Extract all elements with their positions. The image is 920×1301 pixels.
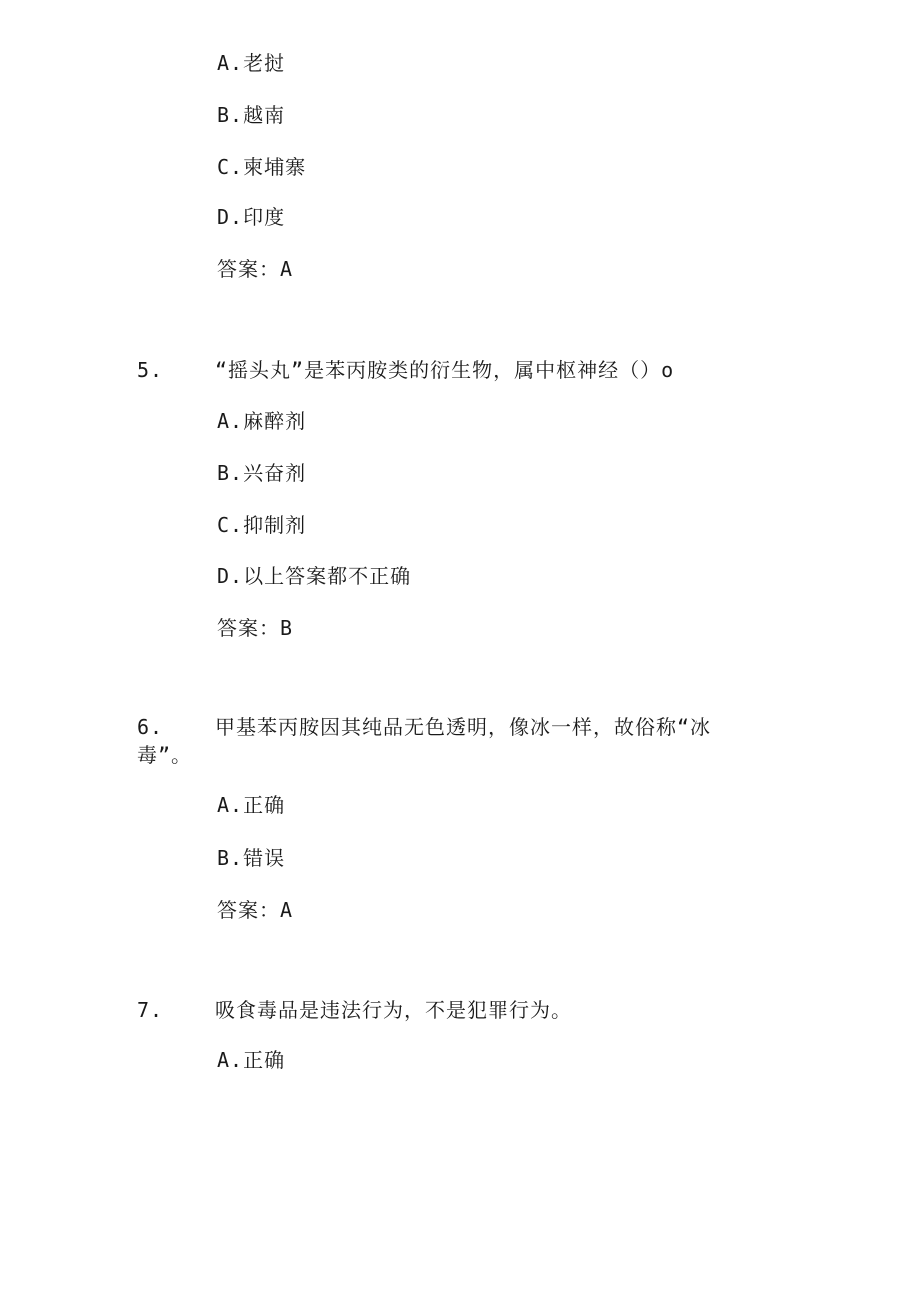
answer: 答案：A <box>217 257 294 281</box>
option-c: C.抑制剂 <box>217 513 307 537</box>
option-d: D.以上答案都不正确 <box>217 564 412 588</box>
question-block <box>137 713 737 769</box>
question-text: 吸食毒品是违法行为，不是犯罪行为。 <box>215 998 572 1022</box>
option-b: B.错误 <box>217 846 286 870</box>
question-number: 7. <box>137 998 164 1022</box>
question-text: 甲基苯丙胺因其纯品无色透明，像冰一样，故俗称“冰毒”。 <box>137 715 712 767</box>
question-number: 6. <box>137 715 164 739</box>
answer: 答案：B <box>217 616 294 640</box>
question-text: “摇头丸”是苯丙胺类的衍生物，属中枢神经（）o <box>215 358 675 382</box>
option-c: C.柬埔寨 <box>217 155 307 179</box>
option-b: B.越南 <box>217 103 286 127</box>
answer: 答案：A <box>217 898 294 922</box>
option-b: B.兴奋剂 <box>217 461 307 485</box>
option-a: A.正确 <box>217 793 286 817</box>
option-a: A.麻醉剂 <box>217 409 307 433</box>
option-d: D.印度 <box>217 205 286 229</box>
option-a: A.老挝 <box>217 51 286 75</box>
option-a: A.正确 <box>217 1048 286 1072</box>
question-number: 5. <box>137 358 164 382</box>
